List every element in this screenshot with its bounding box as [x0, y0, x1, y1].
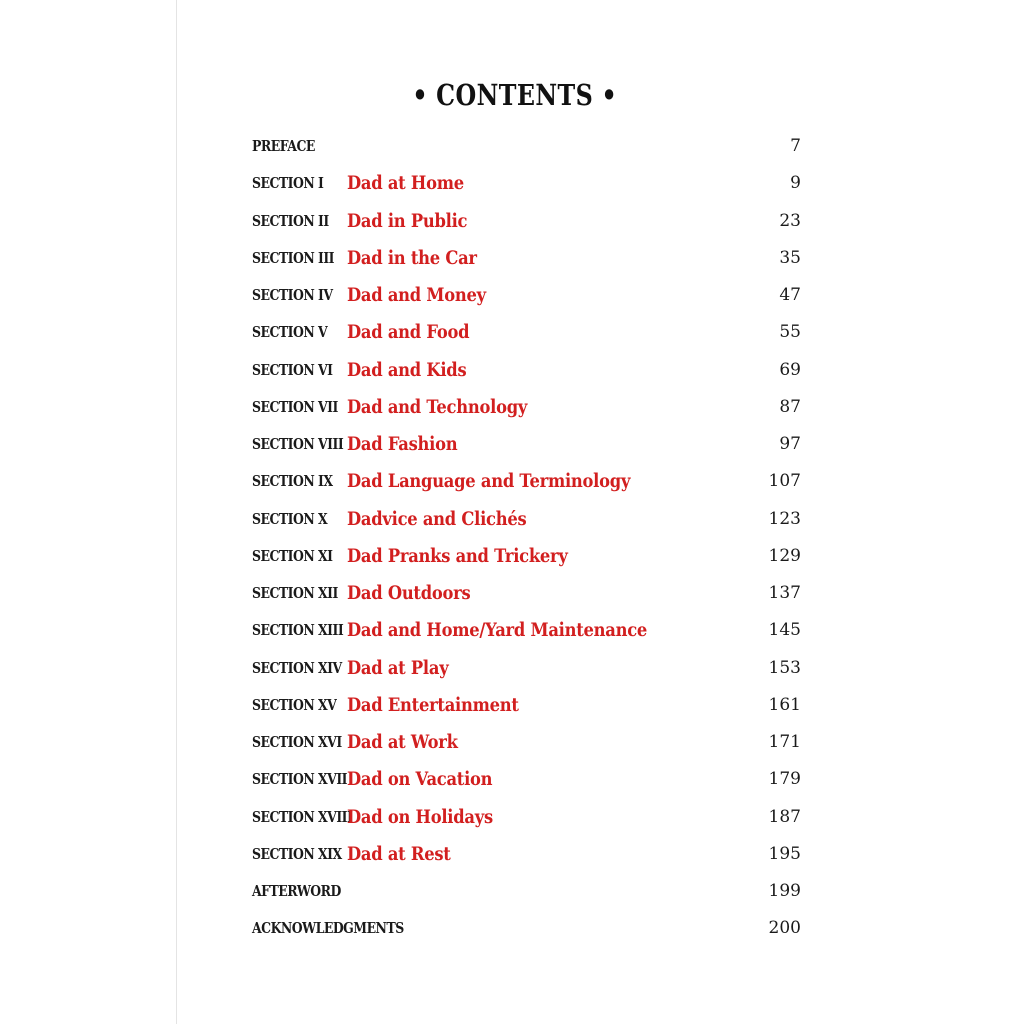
contents-heading [95, 78, 935, 112]
toc-entry-page-number: 123 [768, 508, 801, 529]
toc-entry-label: SECTION XVI [252, 734, 342, 751]
toc-entry [252, 687, 801, 724]
toc-entry-label: AFTERWORD [252, 883, 341, 900]
toc-entry-title: Dadvice and Clichés [347, 507, 527, 530]
toc-entry-label: SECTION XIII [252, 622, 344, 640]
page-gutter-line [176, 0, 177, 1024]
toc-entry-page-number: 137 [768, 583, 801, 603]
toc-entry-page-number: 35 [779, 247, 801, 268]
toc-entry [252, 389, 801, 426]
toc-entry-label: SECTION VI [252, 361, 333, 379]
toc-entry-label: SECTION X [252, 510, 328, 528]
toc-entry-title: Dad Language and Terminology [347, 470, 631, 493]
toc-entry [252, 165, 801, 202]
toc-entry-label: SECTION V [252, 324, 328, 342]
toc-entry-label: ACKNOWLEDGMENTS [252, 920, 404, 938]
toc-entry-page-number: 9 [790, 173, 801, 194]
toc-entry-page-number: 47 [779, 285, 801, 305]
toc-entry-title: Dad and Money [347, 284, 486, 306]
toc-entry-label: SECTION XV [252, 696, 337, 714]
toc-entry [252, 724, 801, 761]
toc-entry-label: SECTION XIX [252, 845, 342, 863]
toc-entry-page-number: 153 [768, 657, 801, 678]
heading-dot-right: • [601, 78, 618, 112]
toc-entry [252, 575, 801, 612]
page-title: CONTENTS [436, 78, 594, 112]
toc-entry [252, 501, 801, 538]
toc-entry-page-number: 187 [768, 806, 801, 827]
toc-entry [252, 203, 801, 240]
toc-entry-label: SECTION XII [252, 585, 338, 602]
toc-entry [252, 799, 801, 836]
toc-entry [252, 836, 801, 873]
toc-entry [252, 612, 801, 649]
toc-entry-label: SECTION IV [252, 287, 333, 304]
toc-entry-label: SECTION VIII [252, 436, 344, 453]
toc-entry-title: Dad on Vacation [347, 768, 493, 791]
toc-entry-title: Dad Entertainment [347, 693, 519, 716]
toc-entry [252, 910, 801, 947]
toc-entry-page-number: 161 [768, 694, 801, 715]
toc-entry-title: Dad on Holidays [347, 805, 493, 828]
toc-entry-page-number: 145 [768, 620, 801, 641]
toc-entry-label: SECTION III [252, 249, 334, 267]
toc-entry-title: Dad and Technology [347, 395, 528, 418]
toc-entry-page-number: 199 [768, 881, 801, 901]
toc-entry-page-number: 129 [768, 545, 801, 566]
toc-entry-label: SECTION I [252, 175, 324, 193]
toc-entry-title: Dad at Rest [347, 842, 451, 865]
toc-entry-label: SECTION XIV [252, 659, 342, 677]
toc-entry-page-number: 69 [779, 359, 801, 380]
heading-dot-left: • [412, 78, 428, 112]
toc-entry-title: Dad and Kids [347, 358, 467, 381]
toc-entry-label: SECTION XVII [252, 771, 347, 789]
toc-entry-page-number: 200 [768, 918, 801, 939]
toc-entry-title: Dad and Home/Yard Maintenance [347, 619, 648, 642]
toc-entry-title: Dad at Home [347, 172, 464, 195]
toc-entry-label: PREFACE [252, 138, 315, 155]
toc-entry-title: Dad Pranks and Trickery [347, 544, 568, 567]
toc-entry-title: Dad in the Car [347, 246, 477, 269]
toc-entry-page-number: 97 [779, 434, 801, 454]
toc-entry-page-number: 23 [779, 210, 801, 231]
toc-entry [252, 128, 801, 165]
toc-entry [252, 352, 801, 389]
toc-entry [252, 314, 801, 351]
toc-entry-page-number: 55 [779, 322, 801, 343]
toc-entry [252, 650, 801, 687]
toc-entry-label: SECTION IX [252, 473, 333, 491]
toc-entry [252, 538, 801, 575]
toc-entry-title: Dad Outdoors [347, 582, 471, 604]
toc-entry-title: Dad Fashion [347, 433, 458, 455]
toc-entry-label: SECTION XVIII [252, 808, 353, 826]
toc-entry-title: Dad at Work [347, 731, 458, 753]
toc-entry-page-number: 195 [768, 843, 801, 864]
toc-entry-title: Dad at Play [347, 656, 449, 679]
toc-entry-page-number: 7 [790, 136, 801, 156]
toc-entry-label: SECTION II [252, 212, 329, 230]
toc-entry-title: Dad in Public [347, 209, 468, 232]
toc-entry [252, 761, 801, 798]
toc-entry-page-number: 87 [779, 396, 801, 417]
toc-entry-label: SECTION XI [252, 547, 333, 565]
toc-entry [252, 426, 801, 463]
toc-entry-title: Dad and Food [347, 321, 470, 344]
table-of-contents [252, 128, 801, 948]
toc-entry-page-number: 107 [768, 471, 801, 492]
toc-entry [252, 463, 801, 500]
toc-entry-page-number: 171 [768, 732, 801, 752]
toc-entry-page-number: 179 [768, 769, 801, 790]
toc-entry [252, 240, 801, 277]
toc-entry [252, 873, 801, 910]
toc-entry [252, 277, 801, 314]
toc-entry-label: SECTION VII [252, 398, 338, 416]
